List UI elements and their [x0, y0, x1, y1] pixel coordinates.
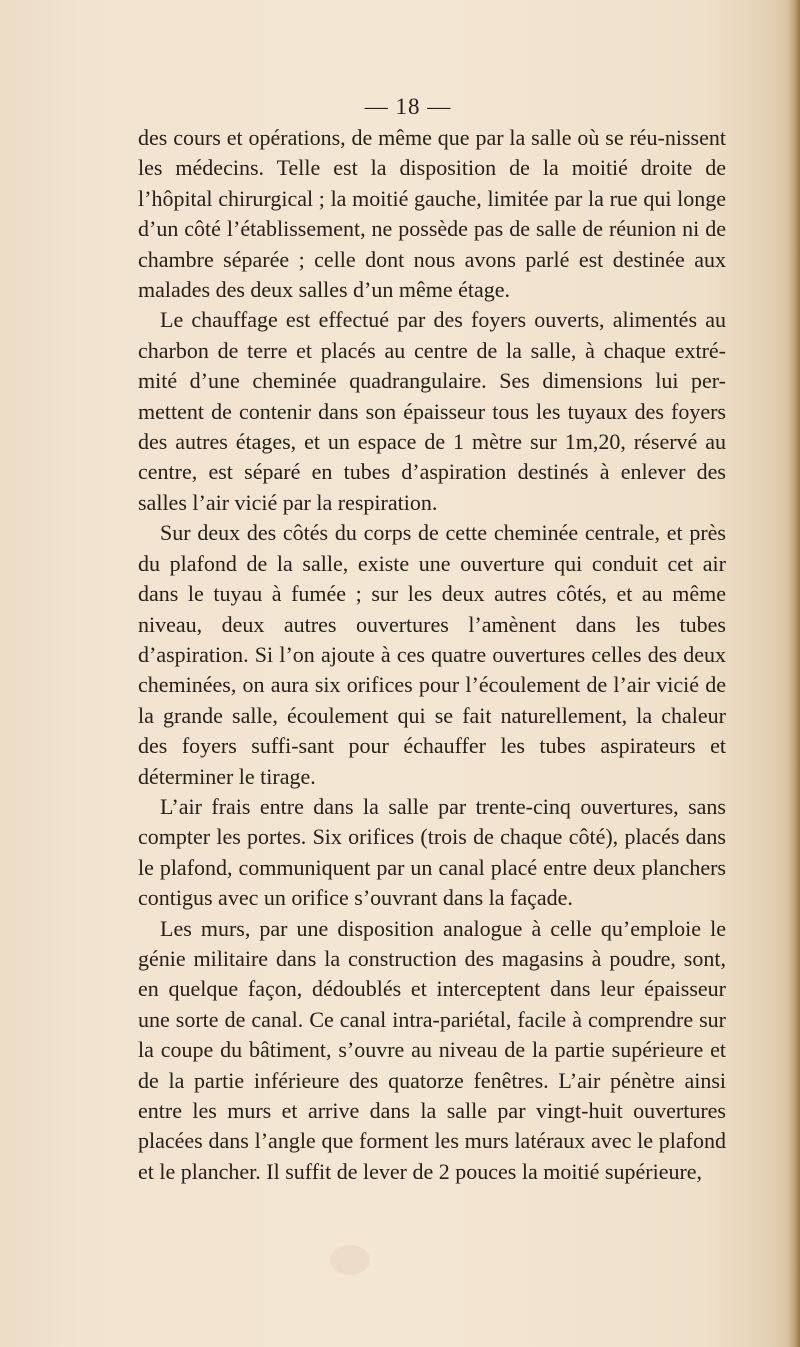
- paragraph-4: L’air frais entre dans la salle par trente-cinq ouvertures, sans compter les portes. Six orifices (trois de chaque côté), placés dans le plafond, communiquent par un canal placé entre deux planchers contigus avec un orifice s’ouvrant dans la façade.: [138, 793, 726, 911]
- paragraph-3: Sur deux des côtés du corps de cette cheminée centrale, et près du plafond de la salle, existe une ouverture qui conduit cet air dans le tuyau à fumée ; sur les deux autres côtés, et au même niveau, deux autres ouvertures l’amènent dans les tubes d’aspiration. Si l’on ajoute à ces quatre ouvertures celles des deux cheminées, on aura six orifices pour l’écoulement de l’air vicié de la grande salle, écoulement qui se fait naturellement, la chaleur des foyers suffi-sant pour échauffer les tubes aspirateurs et déterminer le tirage.: [138, 520, 726, 789]
- binding-edge: [788, 0, 800, 1347]
- paragraph-5: Les murs, par une disposition analogue à celle qu’emploie le génie militaire dans la construction des magasins à poudre, sont, en quelque façon, dédoublés et interceptent dans leur épaisseur une sorte de canal. Ce canal intra-pariétal, facile à comprendre sur la coupe du bâtiment, s’ouvre au niveau de la partie supérieure et de la partie inférieure des quatorze fenêtres. L’air pénètre ainsi entre les murs et arrive dans la salle par vingt-huit ouvertures placées dans l’angle que forment les murs latéraux avec le plafond et le plancher. Il suffit de lever de 2 pouces la moitié supérieure,: [138, 915, 726, 1184]
- paragraph-2: Le chauffage est effectué par des foyers ouverts, alimentés au charbon de terre et placés au centre de la salle, à chaque extré-mité d’une cheminée quadrangulaire. Ses dimensions lui per-mettent de contenir dans son épaisseur tous les tuyaux des foyers des autres étages, et un espace de 1 mètre sur 1m,20, réservé au centre, est séparé en tubes d’aspiration destinés à enlever des salles l’air vicié par la respiration.: [138, 307, 726, 515]
- paper-stain: [330, 1245, 370, 1275]
- paragraph-1: des cours et opérations, de même que par la salle où se réu-nissent les médecins. Telle est la disposition de la moitié droite de l’hôpital chirurgical ; la moitié gauche, limitée par la rue qui longe d’un côté l’établissement, ne possède pas de salle de réunion ni de chambre séparée ; celle dont nous avons parlé est destinée aux malades des deux salles d’un même étage.: [138, 125, 726, 303]
- page-number: — 18 —: [364, 94, 452, 119]
- body-text: [138, 123, 726, 1187]
